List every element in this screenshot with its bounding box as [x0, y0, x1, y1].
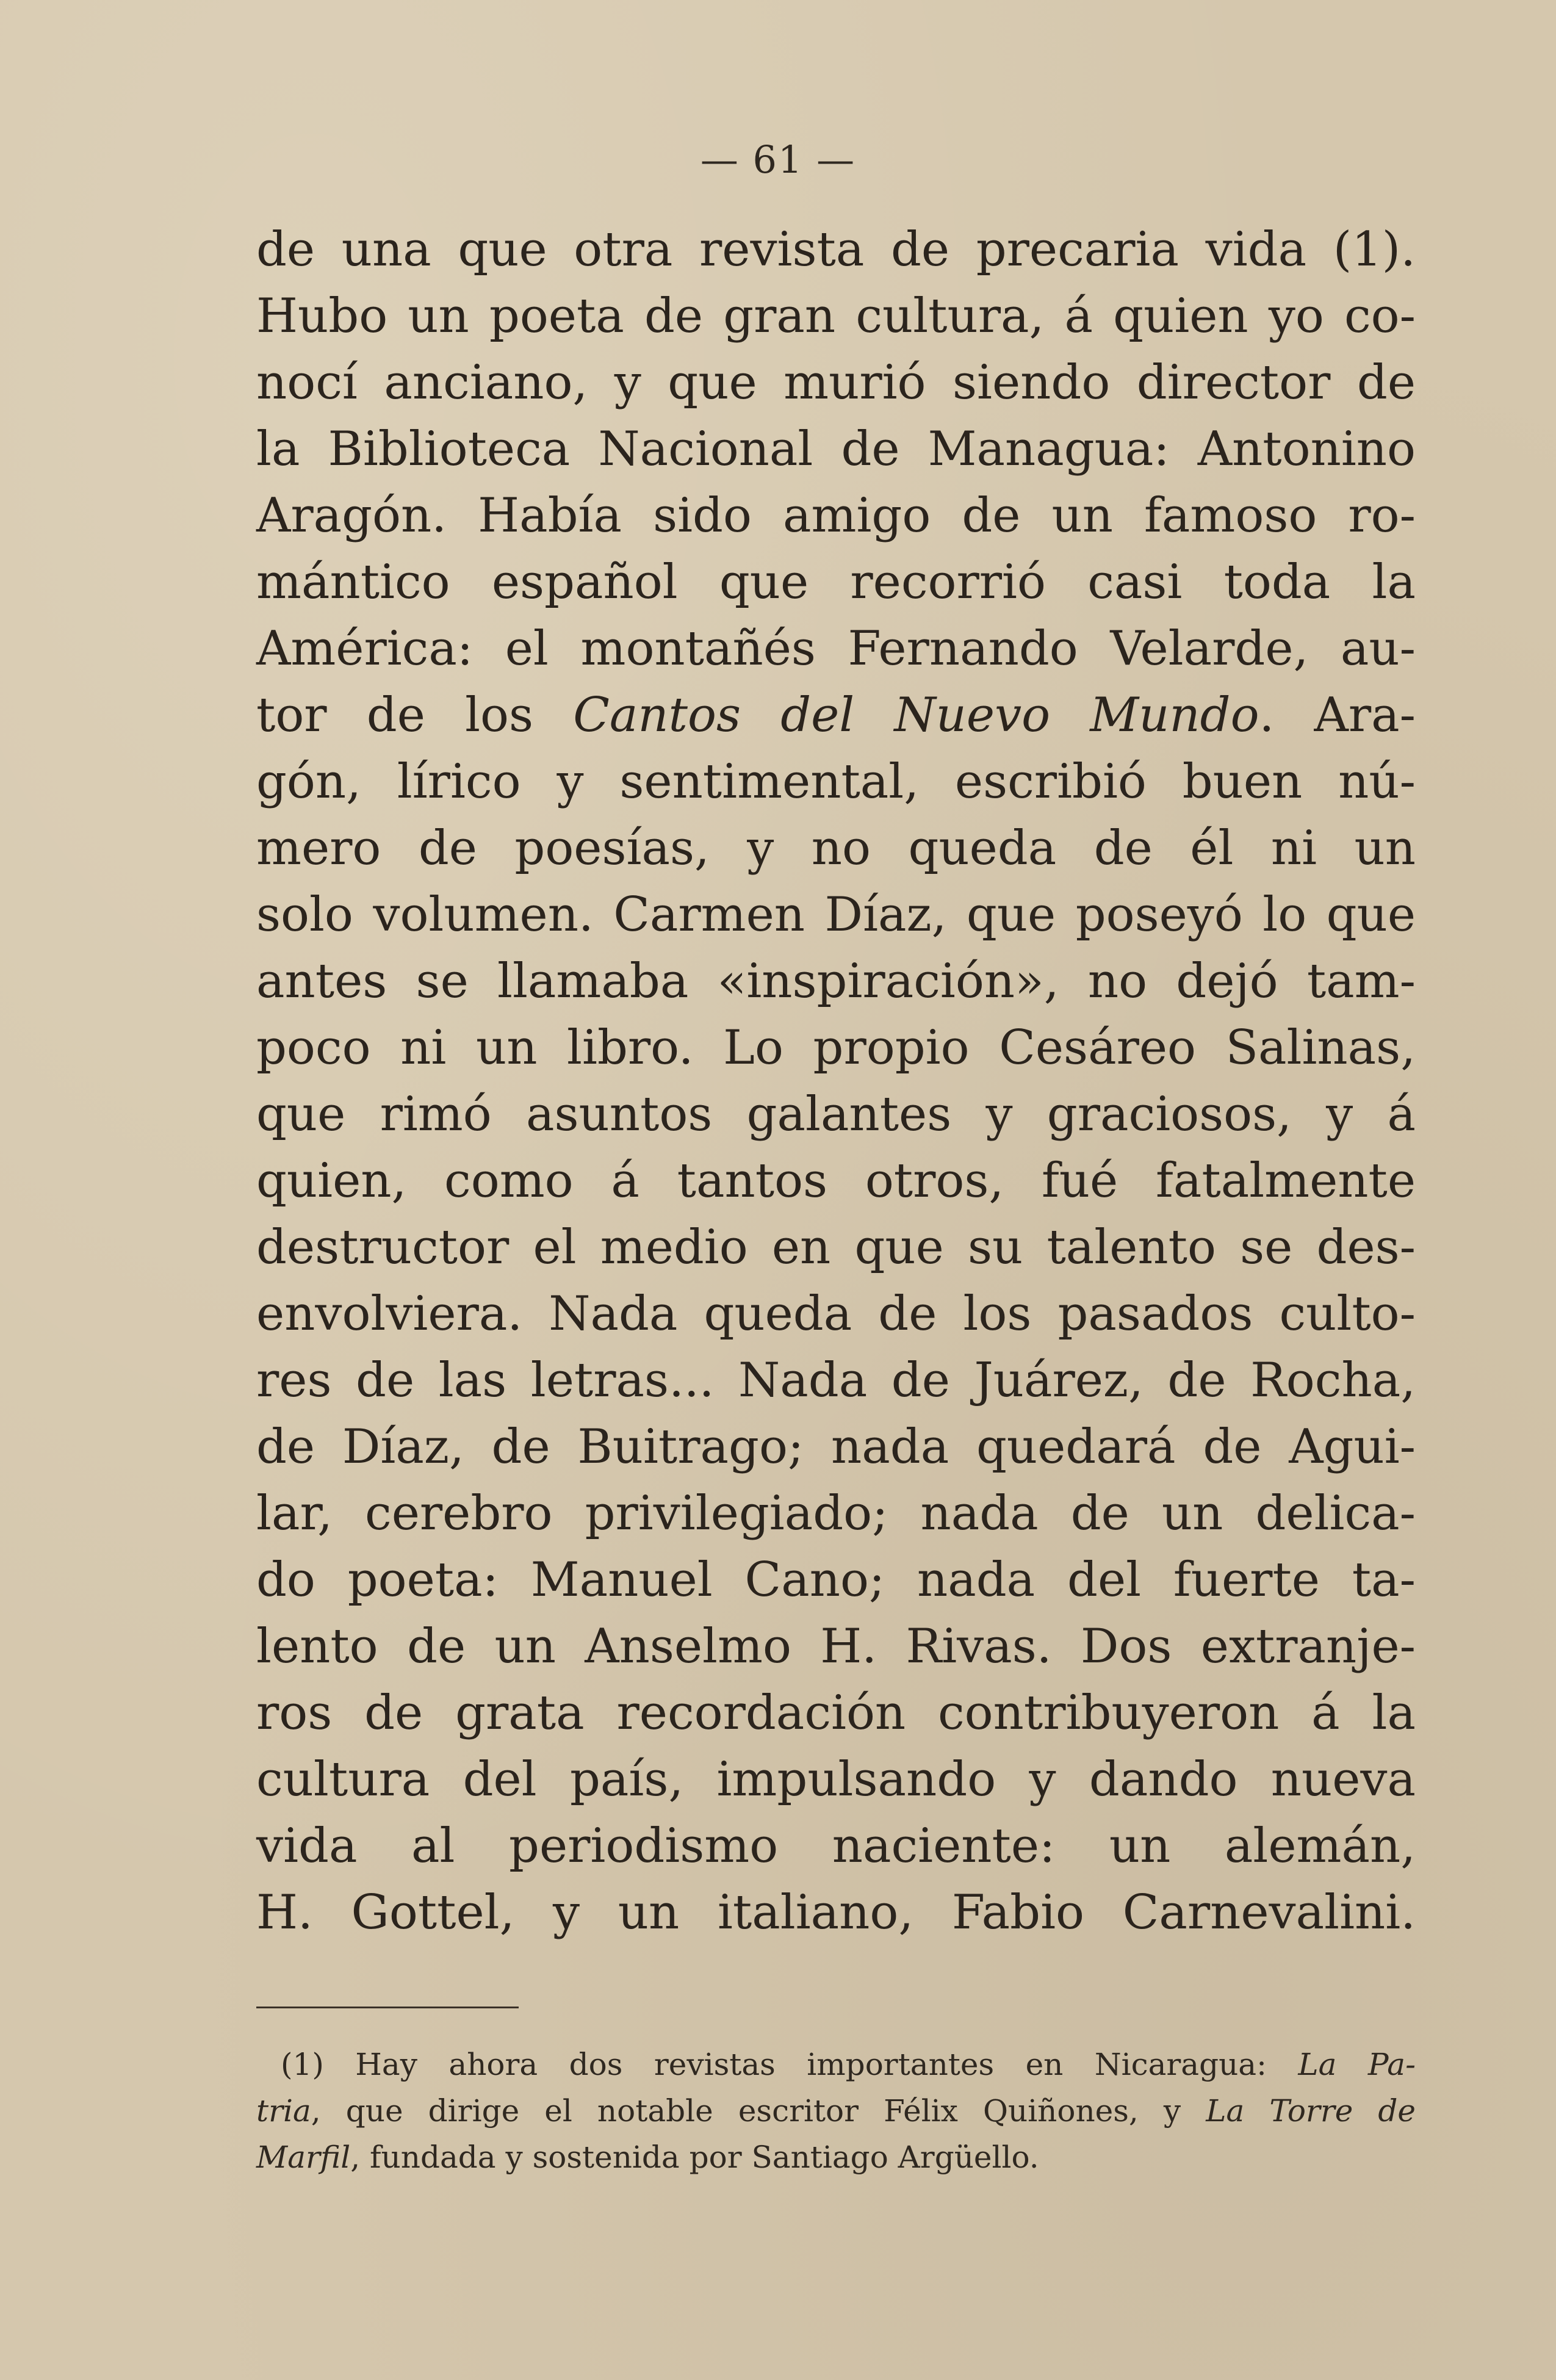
footnote-title-la-patria-a: La Pa-	[1298, 2047, 1416, 2082]
text-line-10: mero de poesías, y no queda de él ni un	[256, 821, 1416, 876]
text-line-17: envolviera. Nada queda de los pasados culto-	[256, 1286, 1416, 1341]
footnote	[256, 2041, 1416, 2180]
book-title-cantos: Cantos del Nuevo Mundo	[573, 688, 1259, 743]
text-line-13: poco ni un libro. Lo propio Cesáreo Salinas,	[256, 1020, 1416, 1075]
text-line-8-start: tor de los	[256, 688, 574, 743]
text-line-19: de Díaz, de Buitrago; nada quedará de Agui-	[256, 1419, 1416, 1474]
text-line-11: solo volumen. Carmen Díaz, que poseyó lo que	[256, 887, 1416, 942]
text-line-8-end: . Ara-	[1259, 688, 1416, 743]
text-line-20: lar, cerebro privilegiado; nada de un delica-	[256, 1486, 1416, 1541]
text-line-3: nocí anciano, y que murió siendo director de	[256, 355, 1416, 410]
text-line-2: Hubo un poeta de gran cultura, á quien yo co-	[256, 289, 1416, 344]
text-line-6: mántico español que recorrió casi toda la	[256, 555, 1416, 610]
footnote-line-3-text: , fundada y sostenida por Santiago Argüello.	[350, 2140, 1039, 2175]
footnote-line-3	[256, 2134, 1416, 2180]
text-line-24: cultura del país, impulsando y dando nueva	[256, 1752, 1416, 1807]
text-line-9: gón, lírico y sentimental, escribió buen nú-	[256, 754, 1416, 809]
text-line-16: destructor el medio en que su talento se des-	[256, 1220, 1416, 1275]
text-line-14: que rimó asuntos galantes y graciosos, y á	[256, 1087, 1416, 1142]
body-text	[256, 217, 1416, 1946]
footnote-title-la-patria-b: tria	[256, 2093, 311, 2129]
footnote-title-torre-a: La Torre de	[1206, 2093, 1416, 2129]
text-line-23: ros de grata recordación contribuyeron á la	[256, 1686, 1416, 1740]
text-line-4: la Biblioteca Nacional de Managua: Antonino	[256, 422, 1416, 477]
footnote-line-1	[256, 2041, 1416, 2088]
text-line-1: de una que otra revista de precaria vida (1).	[256, 222, 1416, 277]
text-line-26: H. Gottel, y un italiano, Fabio Carnevalini.	[256, 1885, 1416, 1940]
footnote-line-1-text: (1) Hay ahora dos revistas importantes en Nicaragua:	[281, 2047, 1298, 2082]
footnote-rule	[256, 2007, 519, 2008]
footnote-line-2	[256, 2088, 1416, 2134]
text-line-7: América: el montañés Fernando Velarde, au-	[256, 621, 1416, 676]
text-line-5: Aragón. Había sido amigo de un famoso ro-	[256, 488, 1416, 543]
footnote-line-2-text: , que dirige el notable escritor Félix Quiñones, y	[311, 2093, 1206, 2129]
text-line-15: quien, como á tantos otros, fué fatalmente	[256, 1153, 1416, 1208]
text-line-25: vida al periodismo naciente: un alemán,	[256, 1819, 1416, 1873]
page-number: — 61 —	[700, 137, 856, 182]
text-line-12: antes se llamaba «inspiración», no dejó tam-	[256, 954, 1416, 1009]
text-line-8	[256, 682, 1416, 749]
footnote-title-torre-b: Marfil	[256, 2140, 351, 2175]
text-line-21: do poeta: Manuel Cano; nada del fuerte ta-	[256, 1552, 1416, 1607]
text-line-22: lento de un Anselmo H. Rivas. Dos extranje-	[256, 1619, 1416, 1674]
text-line-18: res de las letras... Nada de Juárez, de Rocha,	[256, 1353, 1416, 1408]
